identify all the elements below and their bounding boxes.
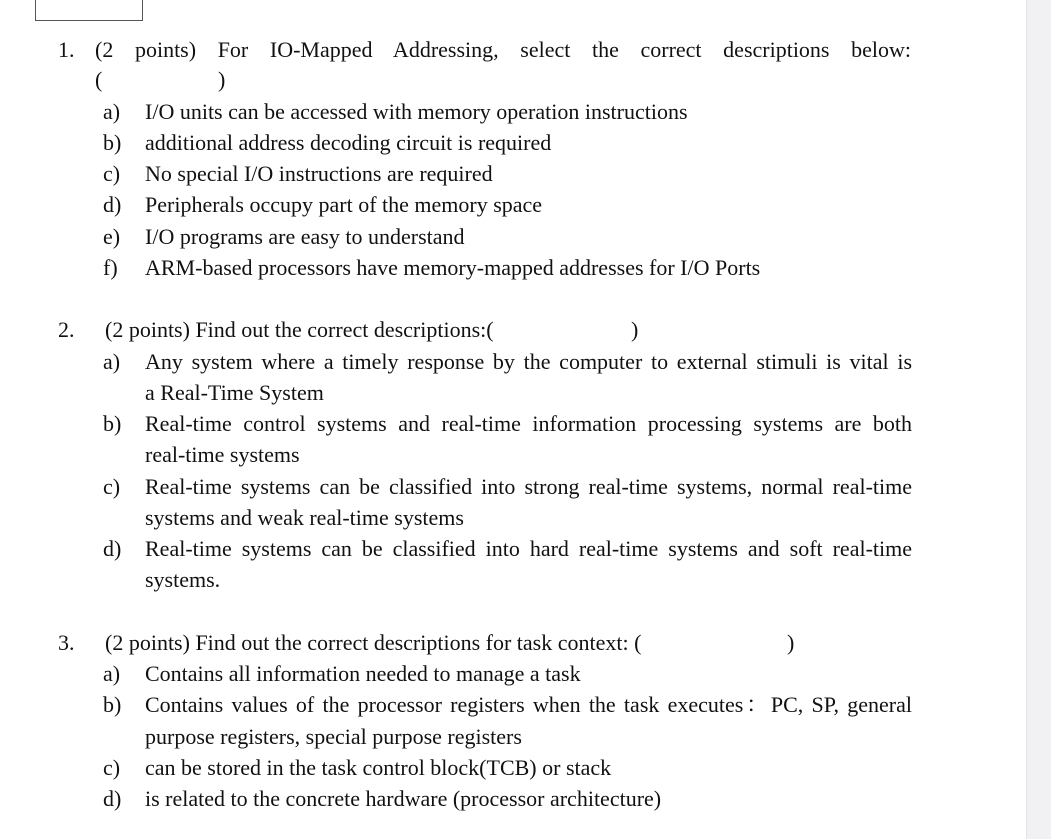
option-text: ARM-based processors have memory-mapped addresses for I/O Ports xyxy=(145,255,761,280)
option-text: Real-time systems can be classified into strong real-time systems, normal real-time xyxy=(145,474,912,499)
option-letter: c) xyxy=(103,161,121,186)
answer-close-paren: ) xyxy=(218,67,226,92)
option-letter: e) xyxy=(103,224,121,249)
option-letter: d) xyxy=(103,536,122,561)
option-text: No special I/O instructions are required xyxy=(145,161,493,186)
option-letter: d) xyxy=(103,786,122,811)
option-letter: a) xyxy=(103,99,121,124)
option-letter: b) xyxy=(103,411,122,436)
option-text: can be stored in the task control block(TCB) or stack xyxy=(145,755,612,780)
option-letter: c) xyxy=(103,474,121,499)
option-text: Any system where a timely response by the computer to external stimuli is vital is xyxy=(145,349,912,374)
viewer-scroll-gutter xyxy=(1026,0,1051,839)
option-text: is related to the concrete hardware (processor architecture) xyxy=(145,786,662,811)
question-number: 2. xyxy=(58,317,75,342)
option-letter: c) xyxy=(103,755,121,780)
option-text: I/O units can be accessed with memory operation instructions xyxy=(145,99,688,124)
header-box xyxy=(35,0,143,21)
option-letter: a) xyxy=(103,349,121,374)
question-number: 3. xyxy=(58,630,75,655)
option-text: I/O programs are easy to understand xyxy=(145,224,465,249)
option-text: Contains values of the processor registers when the task executes：PC, SP, general xyxy=(145,692,912,717)
question-number: 1. xyxy=(58,37,75,62)
option-text: Real-time control systems and real-time information processing systems are both xyxy=(145,411,912,436)
answer-close-paren: ) xyxy=(787,630,795,655)
question-stem: (2 points) For IO-Mapped Addressing, select the correct descriptions below: xyxy=(95,37,911,62)
option-letter: b) xyxy=(103,130,122,155)
option-text: additional address decoding circuit is required xyxy=(145,130,552,155)
option-text-continuation: real-time systems xyxy=(145,442,300,467)
answer-close-paren: ) xyxy=(631,317,639,342)
option-text: Contains all information needed to manage a task xyxy=(145,661,581,686)
question-stem: (2 points) Find out the correct descriptions for task context: ( xyxy=(105,630,642,655)
option-letter: d) xyxy=(103,192,122,217)
option-letter: b) xyxy=(103,692,122,717)
option-text-continuation: a Real-Time System xyxy=(145,380,324,405)
option-text-continuation: systems. xyxy=(145,567,221,592)
option-text-continuation: purpose registers, special purpose registers xyxy=(145,724,522,749)
option-text: Real-time systems can be classified into hard real-time systems and soft real-time xyxy=(145,536,912,561)
answer-open-paren: ( xyxy=(95,67,103,92)
option-letter: f) xyxy=(103,255,118,280)
question-stem: (2 points) Find out the correct descriptions:( xyxy=(105,317,494,342)
option-text: Peripherals occupy part of the memory space xyxy=(145,192,543,217)
option-text-continuation: systems and weak real-time systems xyxy=(145,505,464,530)
option-letter: a) xyxy=(103,661,121,686)
